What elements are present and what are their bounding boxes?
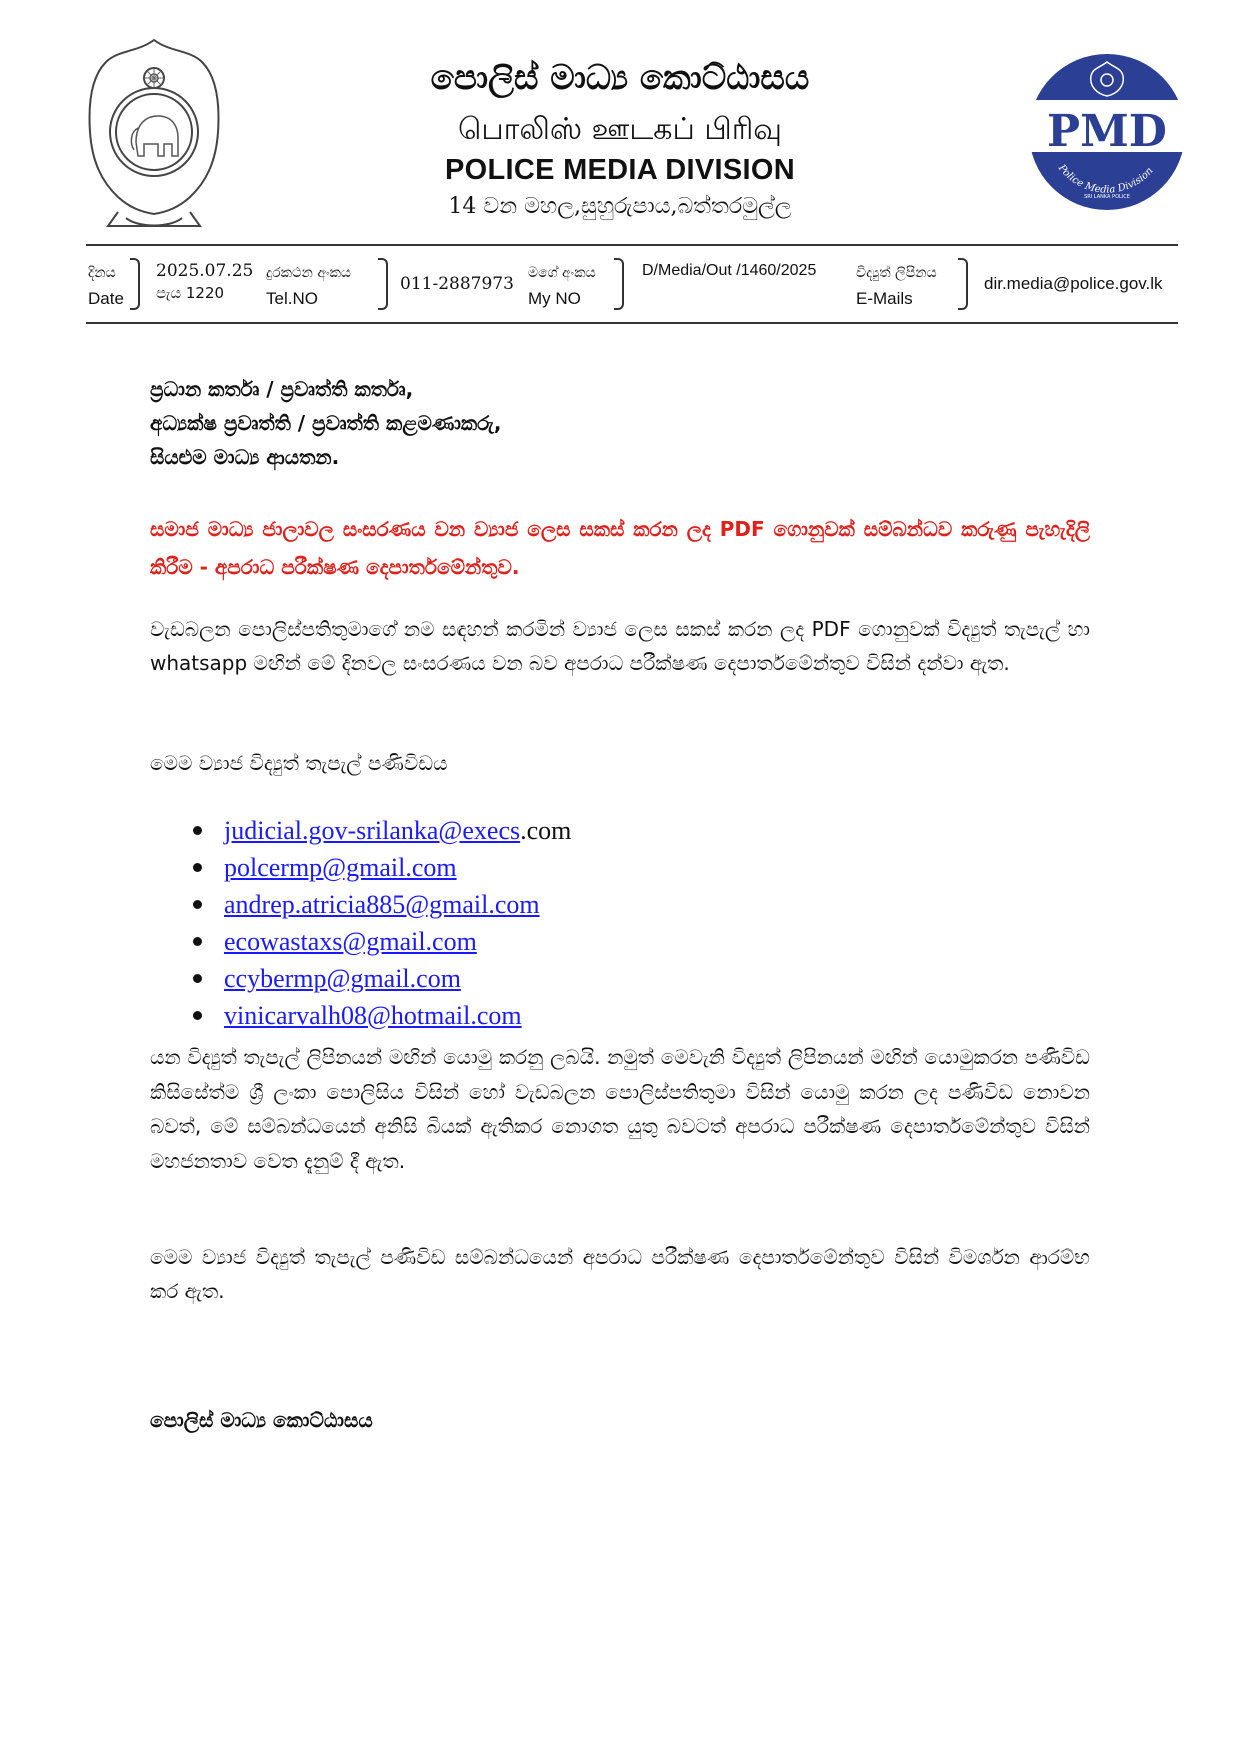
recipient-line: අධ්‍යක්ෂ ප්‍රවෘත්ති / ප්‍රවෘත්ති කළමණාකරු,: [150, 411, 502, 435]
email-value: dir.media@police.gov.lk: [984, 274, 1163, 293]
subject-heading: සමාජ මාධ්‍ය ජාලාවල සංසරණය වන ව්‍යාජ ලෙස සකස් කරන ලද PDF ගොනුවක් සම්බන්ධව කරුණු පැහැදිලි කිරීම - අපරාධ පරීක්ෂණ දෙපාර්තමේන්තුව.: [150, 517, 1090, 579]
tel-value: 011-2887973: [400, 274, 514, 294]
myno-value: D/Media/Out /1460/2025: [642, 262, 817, 279]
header-rule-bottom: [86, 322, 1178, 324]
list-item: [190, 997, 571, 1034]
myno-brace: [614, 258, 624, 310]
recipient-line: සියළුම මාධ්‍ය ආයතන.: [150, 445, 340, 469]
list-item: [190, 812, 571, 849]
email-brace: [958, 258, 968, 310]
signature: පොලිස් මාධ්‍ය කොට්ඨාසය: [150, 1408, 373, 1432]
email-link[interactable]: polcermp@gmail.com: [224, 853, 457, 882]
recipients-block: [150, 372, 501, 474]
email-link[interactable]: ccybermp@gmail.com: [224, 964, 461, 993]
date-brace: [130, 258, 140, 310]
email-link-tail: .com: [520, 816, 572, 845]
police-seal-icon: [78, 32, 230, 232]
pmd-logo: [1027, 52, 1187, 212]
email-label: විද්‍යුත් ලිපිනය E-Mails: [856, 265, 937, 308]
office-title-tamil: பொலிஸ் ஊடகப் பிரிவு: [457, 112, 783, 147]
bullet-icon: [193, 974, 202, 983]
office-title-sinhala: පොලිස් මාධ්‍ය කොට්ඨාසය: [430, 58, 810, 98]
header-rule-top: [86, 244, 1178, 246]
email-link[interactable]: vinicarvalh08@hotmail.com: [224, 1001, 522, 1030]
email-link[interactable]: judicial.gov-srilanka@execs: [224, 816, 521, 845]
pmd-ring-text: Police Media Division: [1055, 162, 1156, 196]
list-item: [190, 923, 571, 960]
pmd-sub-text: SRI LANKA POLICE: [1084, 194, 1130, 200]
date-value: 2025.07.25: [156, 261, 254, 281]
fake-email-list: [190, 812, 571, 1034]
tel-brace: [378, 258, 388, 310]
list-item: [190, 886, 571, 923]
time-value: පැය 1220: [156, 284, 225, 302]
bullet-icon: [193, 863, 202, 872]
date-label: දිනය Date: [88, 265, 124, 308]
paragraph-2: යන විද්‍යුත් තැපැල් ලිපිනයන් මඟින් යොමු කරනු ලබයි. නමුත් මෙවැනි විද්‍යුත් ලිපිනයන් මඟින් යොමුකරන පණිවිඩ කිසිසේත්ම ශ්‍රී ලංකා පොලිසිය විසින් හෝ වැඩබලන පොලිස්පතිතුමා විසින් යොමු කරන ලද පණිවිඩ නොවන බවත්, මේ සම්බන්ධයෙන් අනිසි බියක් ඇතිකර නොගත යුතු බවටත් අපරාධ පරීක්ෂණ දෙපාර්තමේන්තුව විසින් මහජනතාව වෙත දැනුම් දී ඇත.: [150, 1045, 1090, 1173]
email-link[interactable]: andrep.atricia885@gmail.com: [224, 890, 540, 919]
list-item: [190, 960, 571, 997]
myno-label: මගේ අංකය My NO: [528, 265, 596, 308]
bullet-icon: [193, 900, 202, 909]
office-title-english: POLICE MEDIA DIVISION: [444, 154, 796, 186]
bullet-icon: [193, 1011, 202, 1020]
email-link[interactable]: ecowastaxs@gmail.com: [224, 927, 477, 956]
pmd-logo-text: PMD: [1047, 106, 1167, 157]
bullet-icon: [193, 937, 202, 946]
recipient-line: ප්‍රධාන කර්තෘ / ප්‍රවෘත්ති කර්තෘ,: [150, 377, 414, 401]
paragraph-1: වැඩබලන පොලිස්පතිතුමාගේ නම සඳහන් කරමින් ව්‍යාජ ලෙස සකස් කරන ලද PDF ගොනුවක් විද්‍යුත් තැපැල් හා whatsapp මඟින් මේ දිනවල සංසරණය වන බව අපරාධ පරීක්ෂණ දෙපාර්තමේන්තුව විසින් දන්වා ඇත.: [150, 617, 1090, 675]
office-address: 14 වන මහල,සුහුරුපාය,බත්තරමුල්ල: [448, 194, 792, 219]
list-item: [190, 849, 571, 886]
tel-label: දුරකථන අංකය Tel.NO: [266, 265, 351, 308]
paragraph-3: මෙම ව්‍යාජ විද්‍යුත් තැපැල් පණිවිඩ සම්බන්ධයෙන් අපරාධ පරීක්ෂණ දෙපාර්තමේන්තුව විසින් විමර්ශන ආරම්භ කර ඇත.: [150, 1245, 1090, 1303]
bullet-icon: [193, 826, 202, 835]
email-list-intro: මෙම ව්‍යාජ විද්‍යුත් තැපැල් පණිවිඩය: [150, 751, 448, 775]
